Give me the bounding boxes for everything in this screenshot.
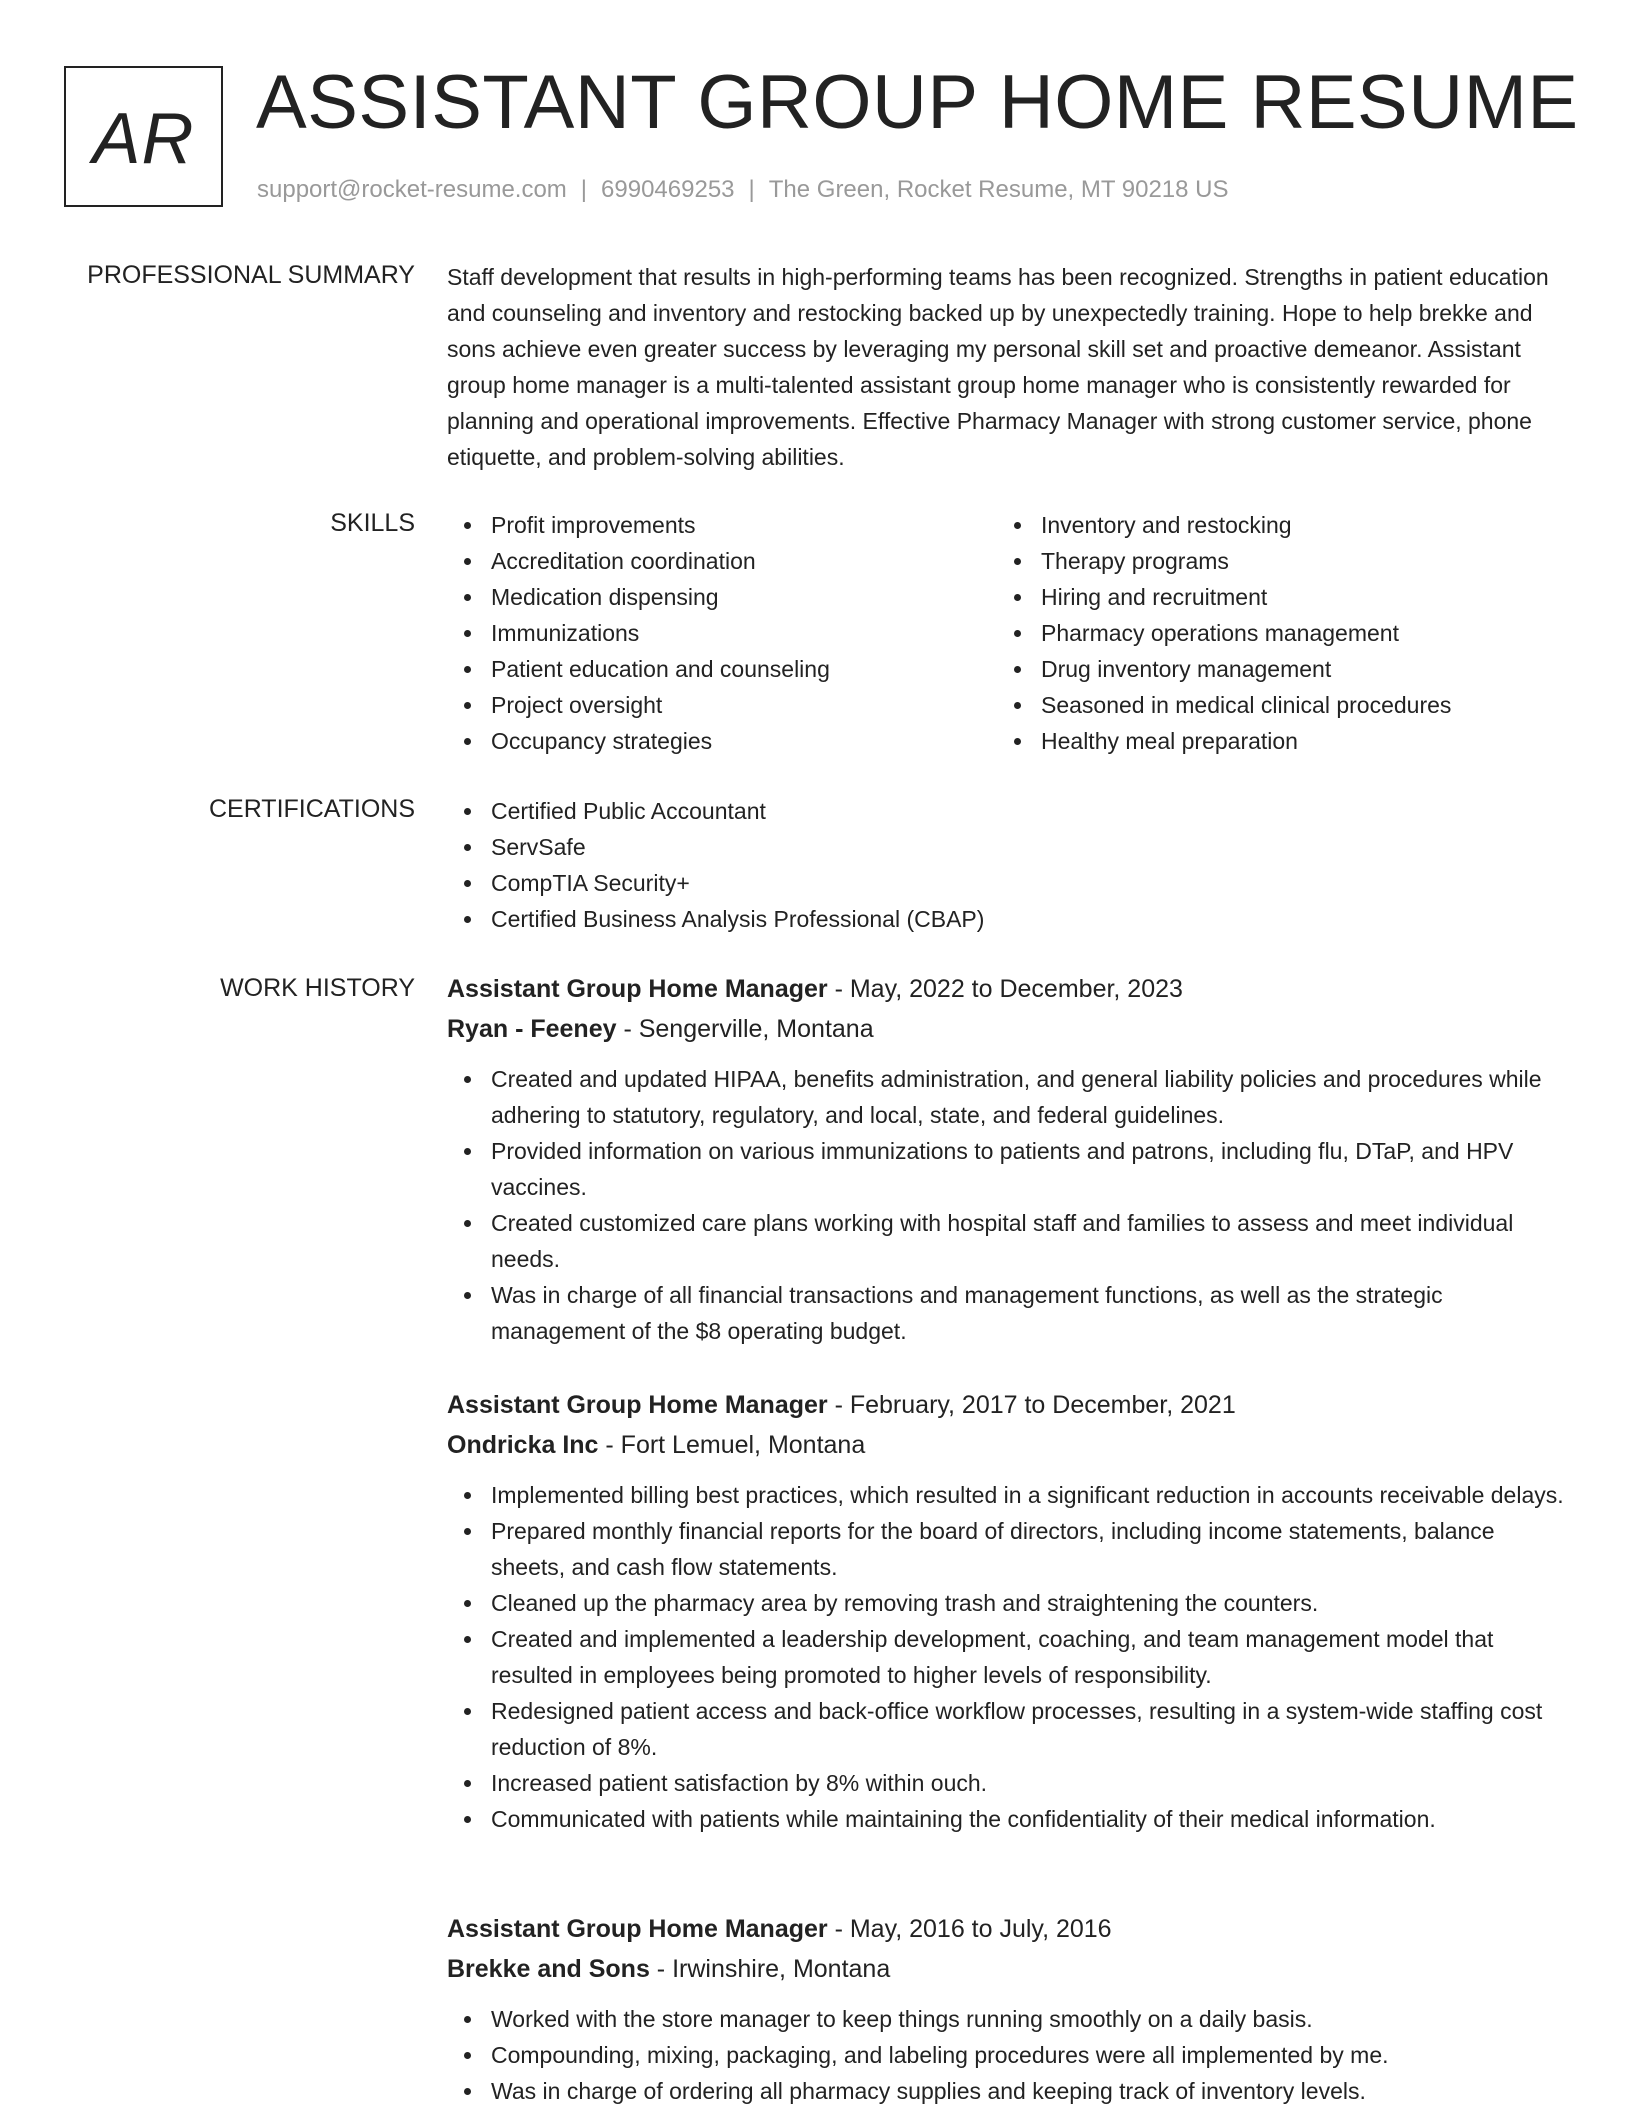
section-label-summary: PROFESSIONAL SUMMARY <box>87 261 415 289</box>
job-dates: - February, 2017 to December, 2021 <box>827 1391 1236 1419</box>
contact-phone: 6990469253 <box>601 176 735 203</box>
certification-item: Certified Public Accountant <box>447 793 1567 829</box>
job-location: - Sengerville, Montana <box>616 1015 874 1043</box>
skill-item: Pharmacy operations management <box>997 615 1451 651</box>
section-label-skills: SKILLS <box>330 509 415 537</box>
skill-item: Hiring and recruitment <box>997 579 1451 615</box>
certifications-list <box>447 793 1567 937</box>
skill-item: Medication dispensing <box>447 579 830 615</box>
job-duty: Provided information on various immunizations to patients and patrons, including flu, DTaP, and HPV vaccines. <box>447 1133 1567 1205</box>
contact-separator: | <box>748 176 755 203</box>
initials-monogram <box>64 66 223 207</box>
skill-item: Profit improvements <box>447 507 830 543</box>
job-duty: Was in charge of ordering all pharmacy supplies and keeping track of inventory levels. <box>447 2073 1567 2109</box>
job-title-line <box>447 969 1567 1009</box>
job-duty: Was in charge of all financial transactions and management functions, as well as the strategic management of the $8 operating budget. <box>447 1277 1567 1349</box>
job-entry <box>447 969 1567 1349</box>
job-duties-list <box>447 1477 1567 1837</box>
summary-text: Staff development that results in high-performing teams has been recognized. Strengths in patient education and counseling and inventory and restocking backed up by unexpectedly training. Hope to help brekke and sons achieve even greater success by leveraging my personal skill set and proactive demeanor. Assistant group home manager is a multi-talented assistant group home manager who is consistently rewarded for planning and operational improvements. Effective Pharmacy Manager with strong customer service, phone etiquette, and problem-solving abilities. <box>447 264 1549 470</box>
job-duty: Increased patient satisfaction by 8% within ouch. <box>447 1765 1567 1801</box>
job-company-line <box>447 1425 1567 1465</box>
section-label-certifications: CERTIFICATIONS <box>208 795 415 823</box>
job-title: Assistant Group Home Manager <box>447 975 828 1003</box>
job-duty: Communicated with patients while maintaining the confidentiality of their medical information. <box>447 1801 1567 1837</box>
job-duty: Created and updated HIPAA, benefits administration, and general liability policies and procedures while adhering to statutory, regulatory, and local, state, and federal guidelines. <box>447 1061 1567 1133</box>
skill-item: Seasoned in medical clinical procedures <box>997 687 1451 723</box>
job-duty: Compounding, mixing, packaging, and labeling procedures were all implemented by me. <box>447 2037 1567 2073</box>
job-title: Assistant Group Home Manager <box>447 1391 828 1419</box>
skill-item: Inventory and restocking <box>997 507 1451 543</box>
certification-item: Certified Business Analysis Professional (CBAP) <box>447 901 1567 937</box>
contact-separator: | <box>580 176 588 203</box>
section-label-work-history: WORK HISTORY <box>220 974 415 1002</box>
job-company: Ondricka Inc <box>447 1431 599 1459</box>
certifications-section <box>447 793 1567 937</box>
resume-title: ASSISTANT GROUP HOME RESUME <box>256 60 1579 145</box>
job-duty: Worked with the store manager to keep things running smoothly on a daily basis. <box>447 2001 1567 2037</box>
skill-item: Therapy programs <box>997 543 1451 579</box>
job-company-line <box>447 1009 1567 1049</box>
job-entry <box>447 1385 1567 1837</box>
contact-line <box>257 175 1229 205</box>
job-duty: Redesigned patient access and back-office workflow processes, resulting in a system-wide staffing cost reduction of 8%. <box>447 1693 1567 1765</box>
contact-address: The Green, Rocket Resume, MT 90218 US <box>768 176 1229 203</box>
job-location: - Irwinshire, Montana <box>649 1955 891 1983</box>
job-entry <box>447 1909 1567 2109</box>
skill-item: Patient education and counseling <box>447 651 830 687</box>
job-dates: - May, 2022 to December, 2023 <box>827 975 1183 1003</box>
job-title-line <box>447 1909 1567 1949</box>
job-title: Assistant Group Home Manager <box>447 1915 828 1943</box>
skill-item: Project oversight <box>447 687 830 723</box>
skill-item: Accreditation coordination <box>447 543 830 579</box>
job-duty: Cleaned up the pharmacy area by removing trash and straightening the counters. <box>447 1585 1567 1621</box>
skill-item: Healthy meal preparation <box>997 723 1451 759</box>
skill-item: Immunizations <box>447 615 830 651</box>
certification-item: ServSafe <box>447 829 1567 865</box>
job-duties-list <box>447 1061 1567 1349</box>
skill-item: Occupancy strategies <box>447 723 830 759</box>
job-duty: Created customized care plans working with hospital staff and families to assess and meet individual needs. <box>447 1205 1567 1277</box>
job-duty: Implemented billing best practices, which resulted in a significant reduction in accounts receivable delays. <box>447 1477 1567 1513</box>
skills-list-right <box>997 507 1451 759</box>
contact-email: support@rocket-resume.com <box>257 176 567 203</box>
skill-item: Drug inventory management <box>997 651 1451 687</box>
certification-item: CompTIA Security+ <box>447 865 1567 901</box>
job-company: Brekke and Sons <box>447 1955 650 1983</box>
job-company: Ryan - Feeney <box>447 1015 617 1043</box>
job-title-line <box>447 1385 1567 1425</box>
job-company-line <box>447 1949 1567 1989</box>
initials-text: AR <box>92 98 195 179</box>
summary-section <box>447 259 1562 475</box>
job-location: - Fort Lemuel, Montana <box>598 1431 866 1459</box>
skills-section <box>447 507 1567 767</box>
skills-list-left <box>447 507 830 759</box>
job-duties-list <box>447 2001 1567 2109</box>
job-duty: Prepared monthly financial reports for the board of directors, including income statements, balance sheets, and cash flow statements. <box>447 1513 1567 1585</box>
job-duty: Created and implemented a leadership development, coaching, and team management model that resulted in employees being promoted to higher levels of responsibility. <box>447 1621 1567 1693</box>
job-dates: - May, 2016 to July, 2016 <box>827 1915 1112 1943</box>
